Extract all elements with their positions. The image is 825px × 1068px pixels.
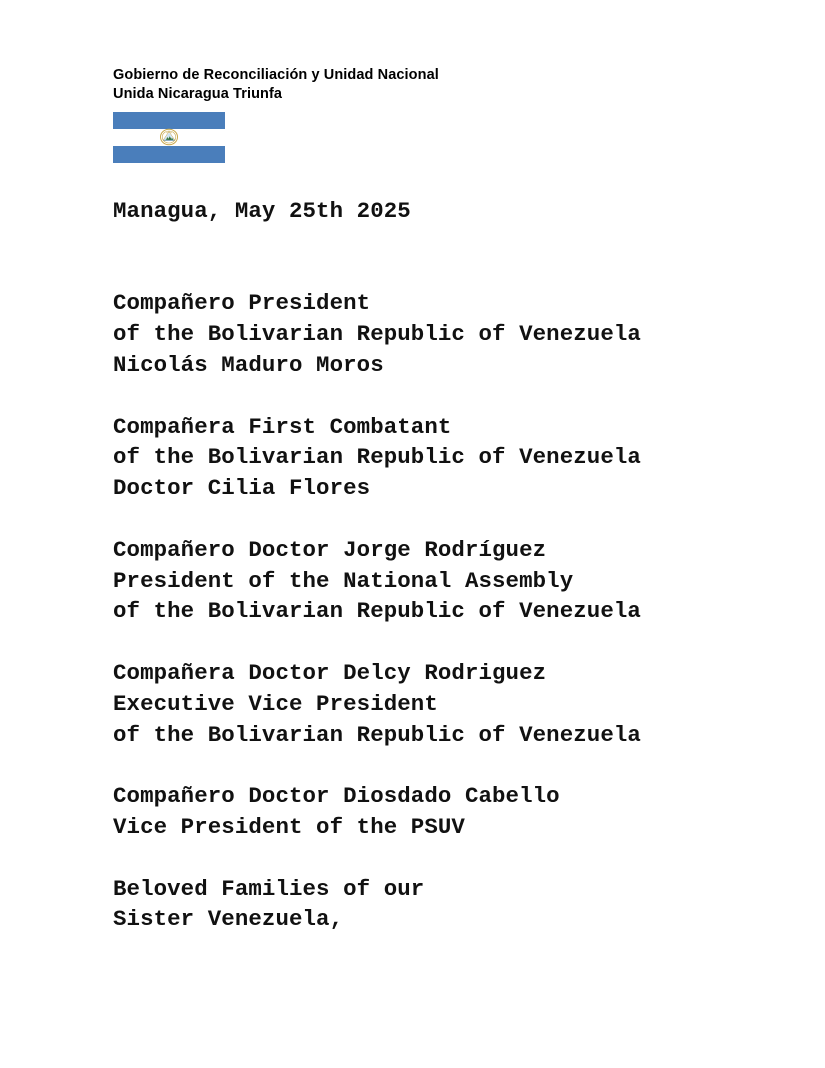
letter-dateline: Managua, May 25th 2025 <box>113 198 411 224</box>
addressee-cilia-flores-line-1: Compañera First Combatant <box>113 413 452 440</box>
flag-band-middle <box>113 129 225 146</box>
addressee-cilia-flores-line-3: Doctor Cilia Flores <box>113 475 371 502</box>
letter-body <box>113 196 753 935</box>
addressee-diosdado-cabello-line-1: Compañero Doctor Diosdado Cabello <box>113 783 560 810</box>
nicaragua-coat-of-arms-icon <box>160 129 179 146</box>
letterhead-line-1: Gobierno de Reconciliación y Unidad Nacional <box>113 67 439 83</box>
addressee-diosdado-cabello-line-2: Vice President of the PSUV <box>113 813 465 840</box>
addressee-blocks <box>113 288 753 935</box>
addressee-jorge-rodriguez-line-1: Compañero Doctor Jorge Rodríguez <box>113 536 547 563</box>
addressee-delcy-rodriguez-line-1: Compañera Doctor Delcy Rodriguez <box>113 659 547 686</box>
addressee-families-line-2: Sister Venezuela, <box>113 906 344 933</box>
nicaragua-flag-icon <box>113 112 225 163</box>
flag-band-bottom <box>113 146 225 163</box>
addressee-families-line-1: Beloved Families of our <box>113 875 425 902</box>
addressee-jorge-rodriguez-line-2: President of the National Assembly <box>113 567 574 594</box>
addressee-maduro-line-2: of the Bolivarian Republic of Venezuela <box>113 321 641 348</box>
block-spacer <box>113 504 753 535</box>
addressee-delcy-rodriguez-line-2: Executive Vice President <box>113 690 438 717</box>
addressee-maduro-line-3: Nicolás Maduro Moros <box>113 351 384 378</box>
flag-band-top <box>113 112 225 129</box>
addressee-cilia-flores-line-2: of the Bolivarian Republic of Venezuela <box>113 444 641 471</box>
block-spacer <box>113 627 753 658</box>
letterhead <box>113 66 439 104</box>
block-spacer <box>113 750 753 781</box>
letterhead-line-2: Unida Nicaragua Triunfa <box>113 86 283 102</box>
addressee-jorge-rodriguez-line-3: of the Bolivarian Republic of Venezuela <box>113 598 641 625</box>
dateline-spacer <box>113 227 753 289</box>
block-spacer <box>113 381 753 412</box>
block-spacer <box>113 843 753 874</box>
addressee-delcy-rodriguez-line-3: of the Bolivarian Republic of Venezuela <box>113 721 641 748</box>
addressee-maduro-line-1: Compañero President <box>113 290 371 317</box>
